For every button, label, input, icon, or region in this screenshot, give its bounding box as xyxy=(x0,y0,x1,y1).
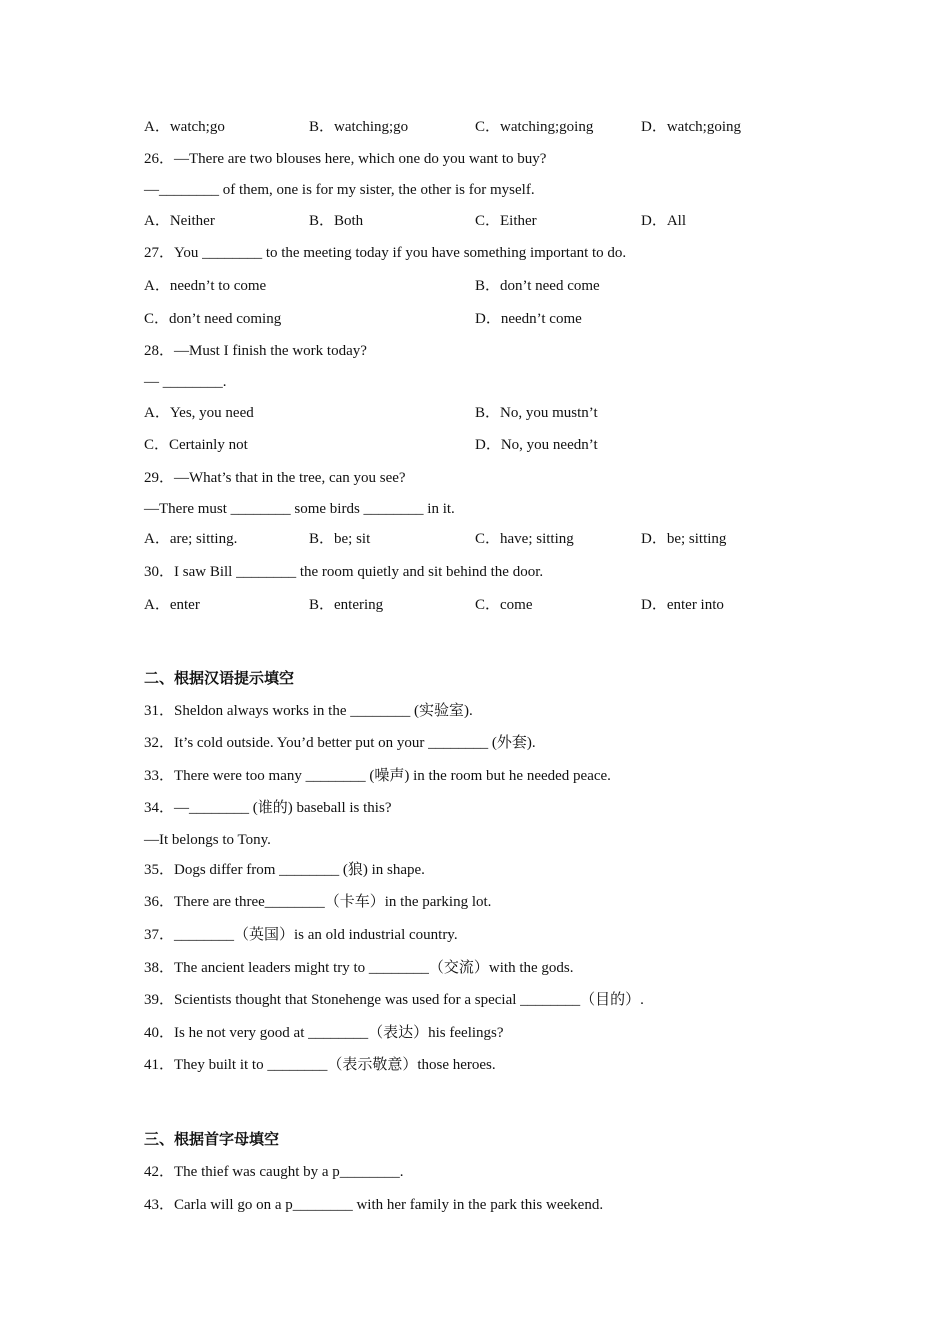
q26-reply: —________ of them, one is for my sister, the other is for myself. xyxy=(144,182,535,198)
q28-option-b: B．No, you mustn’t xyxy=(475,405,598,421)
q39: 39．Scientists thought that Stonehenge was used for a special ________（目的）. xyxy=(144,992,644,1008)
q27-option-a: A．needn’t to come xyxy=(144,278,267,294)
q30-option-d: D．enter into xyxy=(641,597,724,613)
q29-option-c: C．have; sitting xyxy=(475,531,574,547)
q28-reply: — ________. xyxy=(144,374,227,390)
q34: 34．—________ (谁的) baseball is this? xyxy=(144,800,392,816)
q43: 43．Carla will go on a p________ with her family in the park this weekend. xyxy=(144,1197,604,1213)
q32: 32．It’s cold outside. You’d better put on your ________ (外套). xyxy=(144,735,536,751)
section3-heading: 三、根据首字母填空 xyxy=(144,1130,280,1148)
q29-option-b: B．be; sit xyxy=(309,531,371,547)
q30-option-c: C．come xyxy=(475,597,533,613)
q30-option-b: B．entering xyxy=(309,597,384,613)
q25-option-b: B．watching;go xyxy=(309,119,409,135)
q35: 35．Dogs differ from ________ (狼) in shape. xyxy=(144,862,425,878)
q29-stem: 29．—What’s that in the tree, can you see? xyxy=(144,470,406,486)
q25-option-d: D．watch;going xyxy=(641,119,741,135)
q27-option-b: B．don’t need come xyxy=(475,278,600,294)
q28-option-a: A．Yes, you need xyxy=(144,405,254,421)
q30-stem: 30．I saw Bill ________ the room quietly and sit behind the door. xyxy=(144,564,544,580)
q26-option-d: D．All xyxy=(641,213,687,229)
q28-stem: 28．—Must I finish the work today? xyxy=(144,343,367,359)
q30-option-a: A．enter xyxy=(144,597,200,613)
q26-option-a: A．Neither xyxy=(144,213,215,229)
q29-reply: —There must ________ some birds ________ in it. xyxy=(144,501,455,517)
q36: 36．There are three________（卡车）in the parking lot. xyxy=(144,894,492,910)
q27-option-d: D．needn’t come xyxy=(475,311,582,327)
q25-option-c: C．watching;going xyxy=(475,119,594,135)
section2-heading: 二、根据汉语提示填空 xyxy=(144,669,295,687)
q26-stem: 26．—There are two blouses here, which one do you want to buy? xyxy=(144,151,547,167)
q34-reply: —It belongs to Tony. xyxy=(144,832,271,848)
q25-option-a: A．watch;go xyxy=(144,119,225,135)
q27-stem: 27．You ________ to the meeting today if you have something important to do. xyxy=(144,245,627,261)
q40: 40．Is he not very good at ________（表达）his feelings? xyxy=(144,1025,504,1041)
q29-option-d: D．be; sitting xyxy=(641,531,727,547)
q26-option-b: B．Both xyxy=(309,213,364,229)
q27-option-c: C．don’t need coming xyxy=(144,311,282,327)
q26-option-c: C．Either xyxy=(475,213,537,229)
q31: 31．Sheldon always works in the ________ (实验室). xyxy=(144,703,473,719)
q41: 41．They built it to ________（表示敬意）those heroes. xyxy=(144,1057,496,1073)
q28-option-c: C．Certainly not xyxy=(144,437,248,453)
q38: 38．The ancient leaders might try to ________（交流）with the gods. xyxy=(144,960,574,976)
q37: 37．________（英国）is an old industrial country. xyxy=(144,927,458,943)
q28-option-d: D．No, you needn’t xyxy=(475,437,598,453)
q42: 42．The thief was caught by a p________. xyxy=(144,1164,404,1180)
q29-option-a: A．are; sitting. xyxy=(144,531,238,547)
q33: 33．There were too many ________ (噪声) in the room but he needed peace. xyxy=(144,768,611,784)
